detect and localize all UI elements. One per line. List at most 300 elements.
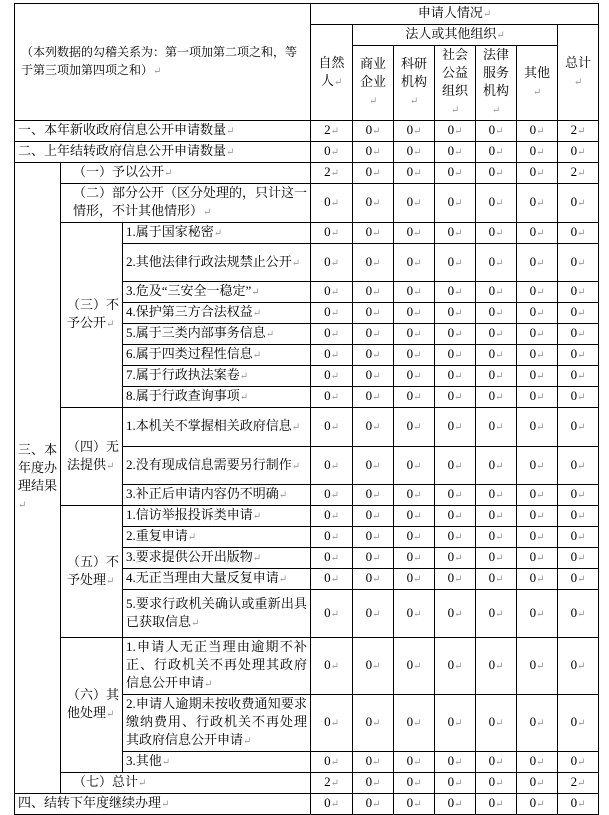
value-cell-text: 0 ↵: [407, 194, 422, 209]
value-cell: [311, 590, 353, 638]
value-cell: [476, 638, 517, 695]
value-cell-text: 0 ↵: [448, 457, 463, 472]
value-cell-text: 0 ↵: [530, 164, 545, 179]
value-cell-text: 0 ↵: [366, 304, 381, 319]
value-cell-text: 0 ↵: [366, 346, 381, 361]
value-cell: [353, 223, 394, 244]
value-cell-text: 0 ↵: [489, 388, 504, 403]
value-cell: [476, 223, 517, 244]
applicant-header: 申请人情况 ↵: [311, 4, 599, 25]
value-cell-text: 0 ↵: [324, 528, 339, 543]
value-cell-text: 0 ↵: [366, 457, 381, 472]
value-cell: [311, 121, 353, 142]
value-cell: [394, 408, 435, 447]
value-cell: [394, 794, 435, 815]
row-label-text: 一、本年新收政府信息公开申请数量 ↵: [18, 122, 234, 137]
value-cell-text: 0 ↵: [530, 346, 545, 361]
value-cell-text: 0 ↵: [489, 486, 504, 501]
item-label-text: 7.属于行政执法案卷 ↵: [126, 367, 248, 382]
value-cell: [435, 387, 476, 408]
value-cell: [435, 244, 476, 282]
value-cell-text: 0 ↵: [571, 753, 586, 768]
value-cell: [311, 527, 353, 548]
value-cell: [476, 408, 517, 447]
value-cell-text: 0 ↵: [489, 325, 504, 340]
item-label: [123, 447, 311, 485]
value-cell-text: 0 ↵: [366, 549, 381, 564]
value-cell: [311, 485, 353, 506]
item-label-text: 2.重复申请 ↵: [126, 528, 196, 543]
value-cell-text: 0 ↵: [489, 194, 504, 209]
value-cell-text: 0 ↵: [448, 283, 463, 298]
value-cell-text: 0 ↵: [530, 283, 545, 298]
value-cell-text: 0 ↵: [448, 795, 463, 810]
value-cell: [311, 324, 353, 345]
org-column-header: [353, 46, 394, 121]
org-column-header: [517, 46, 558, 121]
value-cell: [394, 244, 435, 282]
value-cell-text: 0 ↵: [530, 325, 545, 340]
value-cell: [435, 408, 476, 447]
value-cell: [311, 366, 353, 387]
value-cell: [394, 121, 435, 142]
value-cell-text: 0 ↵: [366, 254, 381, 269]
value-cell: [435, 303, 476, 324]
value-cell-text: 0 ↵: [366, 325, 381, 340]
value-cell: [353, 590, 394, 638]
value-cell: [435, 638, 476, 695]
value-cell-text: 0 ↵: [407, 753, 422, 768]
value-cell: [311, 752, 353, 773]
value-cell-text: 0 ↵: [448, 486, 463, 501]
value-cell: [394, 506, 435, 527]
value-cell: [353, 366, 394, 387]
value-cell: [435, 527, 476, 548]
value-cell-text: 0 ↵: [489, 570, 504, 585]
value-cell: [353, 485, 394, 506]
value-cell: [353, 244, 394, 282]
value-cell: [353, 548, 394, 569]
value-cell: [394, 773, 435, 794]
value-cell-text: 0 ↵: [530, 605, 545, 620]
item-label: [123, 345, 311, 366]
item-label: [123, 366, 311, 387]
value-cell: [517, 282, 558, 303]
value-cell: [558, 244, 599, 282]
value-cell: [558, 345, 599, 366]
value-cell-text: 0 ↵: [489, 122, 504, 137]
value-cell-text: 0 ↵: [324, 605, 339, 620]
value-cell-text: 2 ↵: [571, 774, 586, 789]
value-cell: [353, 506, 394, 527]
item-label-text: 4.保护第三方合法权益 ↵: [126, 304, 261, 319]
value-cell: [394, 695, 435, 752]
value-cell: [353, 773, 394, 794]
value-cell: [311, 223, 353, 244]
value-cell-text: 0 ↵: [366, 528, 381, 543]
value-cell: [435, 548, 476, 569]
value-cell-text: 0 ↵: [571, 388, 586, 403]
table-row: [15, 142, 599, 163]
value-cell-text: 0 ↵: [366, 507, 381, 522]
value-cell: [311, 184, 353, 223]
item-label-text: 6.属于四类过程性信息 ↵: [126, 346, 261, 361]
org-column-header-text: 其他 ↵: [524, 65, 550, 98]
value-cell-text: 0 ↵: [530, 714, 545, 729]
value-cell: [311, 303, 353, 324]
value-cell-text: 0 ↵: [324, 457, 339, 472]
value-cell: [558, 366, 599, 387]
value-cell-text: 0 ↵: [407, 795, 422, 810]
value-cell: [435, 752, 476, 773]
value-cell-text: 0 ↵: [366, 570, 381, 585]
value-cell-text: 0 ↵: [324, 254, 339, 269]
value-cell-text: 0 ↵: [571, 549, 586, 564]
value-cell-text: 0 ↵: [448, 549, 463, 564]
value-cell-text: 0 ↵: [448, 194, 463, 209]
value-cell: [476, 163, 517, 184]
value-cell: [517, 447, 558, 485]
value-cell-text: 0 ↵: [324, 325, 339, 340]
org-column-header: [435, 46, 476, 121]
value-cell-text: 0 ↵: [324, 283, 339, 298]
value-cell-text: 0 ↵: [366, 753, 381, 768]
value-cell-text: 0 ↵: [571, 418, 586, 433]
value-cell: [558, 506, 599, 527]
value-cell-text: 0 ↵: [324, 549, 339, 564]
value-cell-text: 0 ↵: [407, 657, 422, 672]
value-cell: [311, 345, 353, 366]
value-cell: [311, 244, 353, 282]
value-cell: [311, 282, 353, 303]
natural-person-header: 自然人 ↵: [311, 25, 353, 121]
value-cell-text: 0 ↵: [324, 795, 339, 810]
value-cell: [353, 184, 394, 223]
org-column-header-text: 法律服务机构 ↵: [483, 47, 509, 116]
value-cell: [311, 794, 353, 815]
item-label-text: 1.本机关不掌握相关政府信息 ↵: [126, 418, 300, 433]
value-cell: [311, 408, 353, 447]
value-cell-text: 0 ↵: [489, 549, 504, 564]
value-cell-text: 0 ↵: [530, 486, 545, 501]
value-cell: [394, 569, 435, 590]
value-cell: [435, 184, 476, 223]
item-label-text: 1.属于国家秘密 ↵: [126, 224, 222, 239]
value-cell-text: 0 ↵: [489, 367, 504, 382]
value-cell-text: 0 ↵: [366, 714, 381, 729]
value-cell-text: 0 ↵: [407, 283, 422, 298]
value-cell-text: 0 ↵: [530, 224, 545, 239]
value-cell-text: 0 ↵: [324, 507, 339, 522]
item-label: [123, 282, 311, 303]
value-cell-text: 0 ↵: [407, 605, 422, 620]
item-label-text: 5.属于三类内部事务信息 ↵: [126, 325, 274, 340]
table-row: [15, 163, 599, 184]
section-label: [15, 163, 61, 794]
value-cell: [517, 223, 558, 244]
item-label-text: 2.申请人逾期未按收费通知要求缴纳费用、行政机关不再处理其政府信息公开申请 ↵: [126, 696, 307, 747]
value-cell: [353, 638, 394, 695]
value-cell: [353, 527, 394, 548]
value-cell: [435, 485, 476, 506]
value-cell-text: 0 ↵: [489, 164, 504, 179]
item-label: [123, 485, 311, 506]
value-cell: [558, 590, 599, 638]
value-cell: [435, 121, 476, 142]
group-label: [61, 773, 311, 794]
value-cell: [517, 794, 558, 815]
value-cell-text: 0 ↵: [448, 122, 463, 137]
row-label: [15, 794, 311, 815]
table-row: [15, 638, 599, 695]
value-cell-text: 0 ↵: [366, 122, 381, 137]
value-cell: [558, 223, 599, 244]
item-label-text: 3.要求提供公开出版物 ↵: [126, 549, 261, 564]
value-cell-text: 0 ↵: [489, 224, 504, 239]
value-cell: [476, 794, 517, 815]
value-cell-text: 0 ↵: [489, 346, 504, 361]
value-cell: [353, 163, 394, 184]
value-cell-text: 0 ↵: [324, 143, 339, 158]
disclosure-stats-table: [14, 3, 599, 815]
value-cell-text: 0 ↵: [530, 657, 545, 672]
value-cell: [394, 142, 435, 163]
item-label: [123, 506, 311, 527]
value-cell-text: 0 ↵: [489, 457, 504, 472]
value-cell: [517, 163, 558, 184]
value-cell-text: 0 ↵: [530, 388, 545, 403]
value-cell-text: 0 ↵: [489, 304, 504, 319]
value-cell-text: 0 ↵: [448, 528, 463, 543]
value-cell-text: 0 ↵: [489, 795, 504, 810]
value-cell: [476, 324, 517, 345]
value-cell: [394, 223, 435, 244]
value-cell-text: 0 ↵: [530, 774, 545, 789]
value-cell: [311, 695, 353, 752]
value-cell: [311, 447, 353, 485]
corner-note: （本列数据的勾稽关系为：第一项加第二项之和，等于第三项加第四项之和） ↵: [15, 4, 311, 121]
value-cell: [476, 244, 517, 282]
value-cell-text: 0 ↵: [448, 325, 463, 340]
value-cell-text: 0 ↵: [366, 143, 381, 158]
value-cell-text: 0 ↵: [448, 774, 463, 789]
item-label: [123, 569, 311, 590]
section-label-text: 三、本年度办理结果 ↵: [18, 442, 57, 511]
value-cell-text: 0 ↵: [530, 143, 545, 158]
value-cell: [353, 387, 394, 408]
value-cell: [311, 569, 353, 590]
value-cell: [558, 548, 599, 569]
item-label: [123, 638, 311, 695]
item-label-text: 8.属于行政查询事项 ↵: [126, 388, 248, 403]
value-cell: [558, 695, 599, 752]
item-label-text: 1.申请人无正当理由逾期不补正、行政机关不再处理其政府信息公开申请 ↵: [126, 639, 307, 690]
total-header: 总计 ↵: [558, 25, 599, 121]
value-cell-text: 0 ↵: [530, 528, 545, 543]
value-cell: [394, 184, 435, 223]
value-cell-text: 0 ↵: [324, 224, 339, 239]
value-cell-text: 0 ↵: [324, 367, 339, 382]
org-column-header-text: 商业企业 ↵: [360, 56, 386, 107]
value-cell-text: 0 ↵: [530, 795, 545, 810]
value-cell: [558, 638, 599, 695]
value-cell-text: 0 ↵: [407, 325, 422, 340]
value-cell-text: 0 ↵: [366, 774, 381, 789]
value-cell: [394, 282, 435, 303]
value-cell-text: 0 ↵: [571, 714, 586, 729]
value-cell: [558, 408, 599, 447]
value-cell: [394, 324, 435, 345]
value-cell: [517, 366, 558, 387]
group-label: [61, 223, 123, 408]
value-cell: [353, 408, 394, 447]
value-cell: [311, 638, 353, 695]
value-cell: [476, 447, 517, 485]
value-cell-text: 0 ↵: [530, 549, 545, 564]
item-label-text: 3.危及“三安全一稳定” ↵: [126, 283, 260, 298]
value-cell-text: 0 ↵: [366, 224, 381, 239]
value-cell-text: 0 ↵: [407, 143, 422, 158]
value-cell: [517, 244, 558, 282]
item-label: [123, 590, 311, 638]
value-cell: [394, 590, 435, 638]
value-cell-text: 0 ↵: [530, 122, 545, 137]
value-cell-text: 0 ↵: [571, 457, 586, 472]
group-label-text: （二）部分公开（区分处理的，只计这一情形，不计其他情形） ↵: [73, 185, 307, 218]
value-cell: [435, 324, 476, 345]
item-label-text: 3.补正后申请内容仍不明确 ↵: [126, 486, 287, 501]
value-cell-text: 0 ↵: [407, 254, 422, 269]
value-cell-text: 0 ↵: [407, 367, 422, 382]
value-cell-text: 0 ↵: [366, 194, 381, 209]
value-cell: [517, 695, 558, 752]
table-row: [15, 506, 599, 527]
value-cell: [476, 485, 517, 506]
value-cell-text: 0 ↵: [407, 457, 422, 472]
value-cell-text: 0 ↵: [407, 304, 422, 319]
value-cell: [353, 752, 394, 773]
value-cell-text: 0 ↵: [324, 486, 339, 501]
value-cell-text: 0 ↵: [324, 194, 339, 209]
value-cell-text: 0 ↵: [530, 254, 545, 269]
value-cell-text: 0 ↵: [324, 570, 339, 585]
value-cell-text: 0 ↵: [407, 714, 422, 729]
value-cell-text: 0 ↵: [489, 657, 504, 672]
item-label: [123, 387, 311, 408]
value-cell-text: 0 ↵: [571, 304, 586, 319]
value-cell: [517, 303, 558, 324]
value-cell-text: 0 ↵: [407, 507, 422, 522]
value-cell: [353, 324, 394, 345]
value-cell: [394, 752, 435, 773]
value-cell-text: 0 ↵: [489, 714, 504, 729]
group-label-text: （一）予以公开 ↵: [73, 164, 172, 179]
value-cell: [394, 163, 435, 184]
value-cell-text: 0 ↵: [448, 304, 463, 319]
value-cell-text: 0 ↵: [571, 194, 586, 209]
value-cell: [353, 447, 394, 485]
value-cell: [558, 324, 599, 345]
value-cell: [517, 752, 558, 773]
value-cell: [558, 163, 599, 184]
value-cell: [435, 366, 476, 387]
group-label-text: （四）无法提供 ↵: [67, 439, 119, 472]
value-cell-text: 0 ↵: [407, 528, 422, 543]
value-cell: [435, 506, 476, 527]
value-cell-text: 0 ↵: [407, 774, 422, 789]
value-cell-text: 0 ↵: [407, 224, 422, 239]
value-cell-text: 0 ↵: [530, 304, 545, 319]
value-cell-text: 0 ↵: [407, 549, 422, 564]
value-cell: [517, 590, 558, 638]
value-cell-text: 0 ↵: [448, 657, 463, 672]
row-label-text: 二、上年结转政府信息公开申请数量 ↵: [18, 143, 234, 158]
value-cell-text: 0 ↵: [407, 486, 422, 501]
value-cell-text: 0 ↵: [571, 657, 586, 672]
value-cell: [394, 447, 435, 485]
value-cell: [558, 387, 599, 408]
group-label: [61, 638, 123, 773]
value-cell-text: 0 ↵: [366, 283, 381, 298]
value-cell-text: 0 ↵: [366, 367, 381, 382]
row-label-text: 四、结转下年度继续办理 ↵: [18, 795, 169, 810]
value-cell-text: 0 ↵: [324, 304, 339, 319]
value-cell-text: 0 ↵: [489, 753, 504, 768]
value-cell: [311, 163, 353, 184]
value-cell-text: 0 ↵: [448, 753, 463, 768]
value-cell: [394, 485, 435, 506]
value-cell-text: 0 ↵: [571, 605, 586, 620]
value-cell-text: 2 ↵: [571, 122, 586, 137]
value-cell: [558, 485, 599, 506]
item-label: [123, 324, 311, 345]
value-cell-text: 0 ↵: [571, 254, 586, 269]
value-cell-text: 0 ↵: [324, 388, 339, 403]
value-cell: [353, 345, 394, 366]
value-cell: [394, 303, 435, 324]
value-cell-text: 0 ↵: [571, 507, 586, 522]
value-cell-text: 0 ↵: [489, 507, 504, 522]
group-label: [61, 184, 311, 223]
value-cell: [558, 142, 599, 163]
value-cell: [476, 282, 517, 303]
value-cell: [517, 569, 558, 590]
group-label: [61, 408, 123, 506]
item-label-text: 2.其他法律行政法规禁止公开 ↵: [126, 254, 300, 269]
value-cell-text: 0 ↵: [366, 486, 381, 501]
group-label: [61, 163, 311, 184]
value-cell: [353, 282, 394, 303]
value-cell-text: 0 ↵: [571, 570, 586, 585]
value-cell: [476, 387, 517, 408]
value-cell-text: 0 ↵: [571, 367, 586, 382]
value-cell: [517, 638, 558, 695]
table-row: [15, 184, 599, 223]
value-cell: [517, 121, 558, 142]
value-cell: [353, 569, 394, 590]
value-cell: [558, 569, 599, 590]
value-cell-text: 0 ↵: [571, 795, 586, 810]
value-cell: [517, 184, 558, 223]
value-cell-text: 0 ↵: [489, 143, 504, 158]
item-label: [123, 223, 311, 244]
value-cell: [311, 506, 353, 527]
value-cell: [353, 695, 394, 752]
table-row: [15, 408, 599, 447]
value-cell: [394, 638, 435, 695]
value-cell-text: 0 ↵: [530, 418, 545, 433]
item-label: [123, 752, 311, 773]
